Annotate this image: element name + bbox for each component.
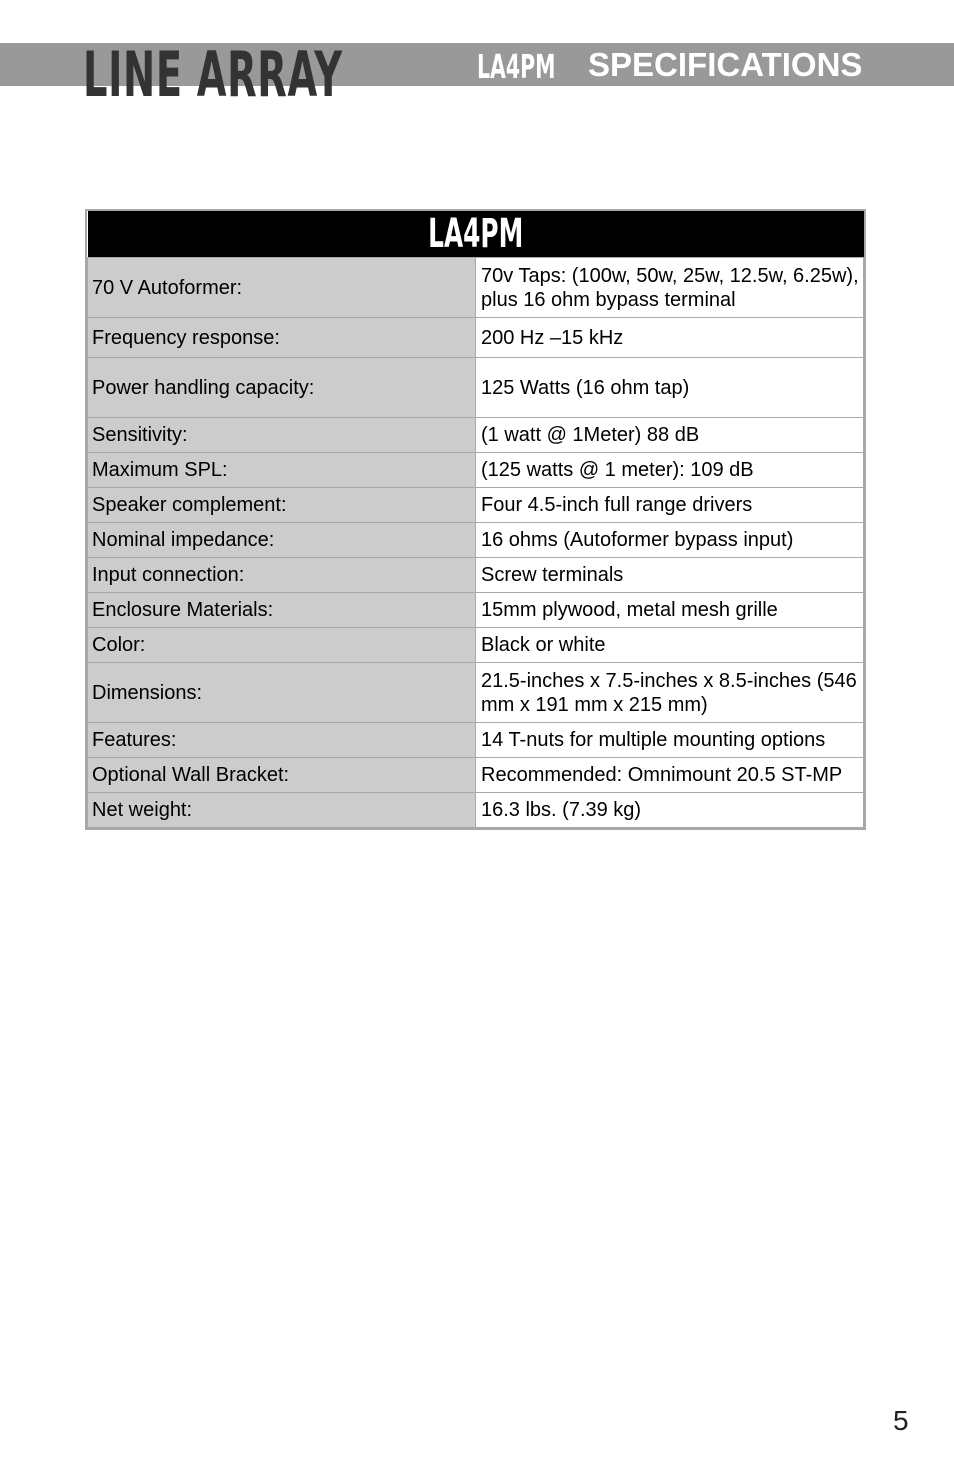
table-row bbox=[88, 318, 864, 358]
table-row bbox=[88, 628, 864, 663]
page-number: 5 bbox=[893, 1405, 909, 1436]
spec-value: (125 watts @ 1 meter): 109 dB bbox=[476, 453, 864, 488]
table-row bbox=[88, 758, 864, 793]
spec-value: 200 Hz –15 kHz bbox=[476, 318, 864, 358]
spec-label: Frequency response: bbox=[88, 318, 476, 358]
spec-value: 16 ohms (Autoformer bypass input) bbox=[476, 523, 864, 558]
spec-value: Screw terminals bbox=[476, 558, 864, 593]
spec-label: Features: bbox=[88, 723, 476, 758]
table-row bbox=[88, 663, 864, 723]
spec-value: 21.5-inches x 7.5-inches x 8.5-inches (546 mm x 191 mm x 215 mm) bbox=[476, 663, 864, 723]
spec-value: 14 T-nuts for multiple mounting options bbox=[476, 723, 864, 758]
table-row bbox=[88, 488, 864, 523]
spec-table bbox=[87, 211, 864, 828]
table-title-bar bbox=[88, 211, 864, 258]
spec-label: Dimensions: bbox=[88, 663, 476, 723]
spec-label: Color: bbox=[88, 628, 476, 663]
table-row bbox=[88, 523, 864, 558]
section-title: SPECIFICATIONS bbox=[588, 46, 863, 83]
table-row bbox=[88, 558, 864, 593]
table-row bbox=[88, 418, 864, 453]
table-title: LA4PM bbox=[427, 211, 524, 257]
spec-value: 70v Taps: (100w, 50w, 25w, 12.5w, 6.25w), plus 16 ohm bypass terminal bbox=[476, 258, 864, 318]
spec-label: Input connection: bbox=[88, 558, 476, 593]
spec-value: (1 watt @ 1Meter) 88 dB bbox=[476, 418, 864, 453]
table-row bbox=[88, 793, 864, 828]
spec-label: Maximum SPL: bbox=[88, 453, 476, 488]
spec-value: Four 4.5-inch full range drivers bbox=[476, 488, 864, 523]
model-badge: LA4PM bbox=[477, 47, 556, 86]
spec-value: 125 Watts (16 ohm tap) bbox=[476, 358, 864, 418]
spec-table-container bbox=[85, 209, 866, 830]
spec-value: Black or white bbox=[476, 628, 864, 663]
spec-label: Power handling capacity: bbox=[88, 358, 476, 418]
spec-label: Sensitivity: bbox=[88, 418, 476, 453]
spec-label: Speaker complement: bbox=[88, 488, 476, 523]
table-row bbox=[88, 258, 864, 318]
table-row bbox=[88, 723, 864, 758]
spec-label: 70 V Autoformer: bbox=[88, 258, 476, 318]
spec-label: Nominal impedance: bbox=[88, 523, 476, 558]
table-row bbox=[88, 358, 864, 418]
table-row bbox=[88, 453, 864, 488]
spec-label: Enclosure Materials: bbox=[88, 593, 476, 628]
spec-value: Recommended: Omnimount 20.5 ST-MP bbox=[476, 758, 864, 793]
spec-value: 16.3 lbs. (7.39 kg) bbox=[476, 793, 864, 828]
brand-logo: LINE ARRAY bbox=[83, 38, 343, 111]
spec-value: 15mm plywood, metal mesh grille bbox=[476, 593, 864, 628]
spec-label: Net weight: bbox=[88, 793, 476, 828]
table-row bbox=[88, 593, 864, 628]
spec-label: Optional Wall Bracket: bbox=[88, 758, 476, 793]
